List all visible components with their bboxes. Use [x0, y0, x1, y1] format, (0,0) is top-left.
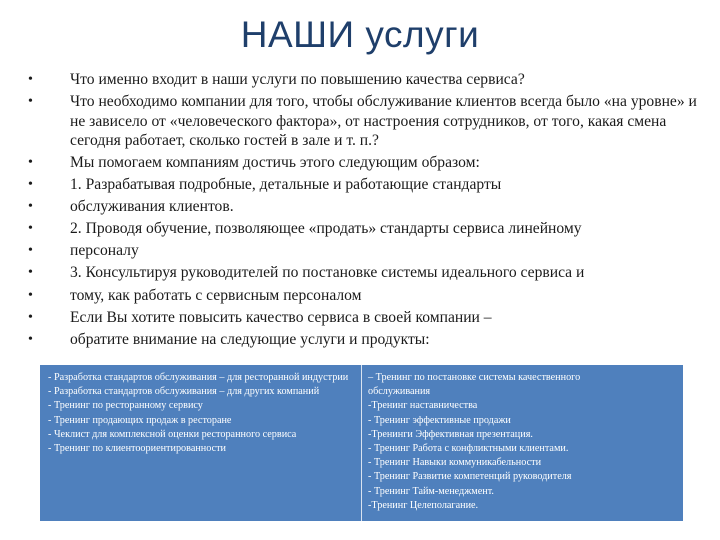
bullet-text: тому, как работать с сервисным персоналом: [70, 286, 362, 304]
service-item: - Тренинг по ресторанному сервису: [48, 400, 203, 412]
bullet-item: [28, 241, 698, 260]
training-item: -Тренинг наставничества: [368, 400, 478, 412]
bullet-item: [28, 197, 698, 216]
bullet-icon: •: [28, 94, 33, 110]
training-item: -Тренинги Эффективная презентация.: [368, 428, 533, 440]
bullet-item: [28, 92, 698, 150]
training-item: - Тренинг Навыки коммуникабельности: [368, 457, 542, 469]
services-panel-left: [40, 365, 362, 521]
bullet-text: 2. Проводя обучение, позволяющее «продать» стандарты сервиса линейному: [70, 220, 582, 238]
service-item: - Чеклист для комплексной оценки ресторанного сервиса: [48, 428, 297, 440]
service-item: - Тренинг по клиентоориентированности: [48, 443, 227, 455]
training-item: -Тренинг Целеполагание.: [368, 499, 479, 511]
training-item: обслуживания: [368, 386, 431, 398]
training-item: - Тренинг Развитие компетенций руководителя: [368, 471, 572, 483]
bullet-icon: •: [28, 72, 33, 87]
training-item: - Тренинг Работа с конфликтными клиентами.: [368, 443, 569, 455]
bullet-icon: •: [28, 221, 33, 237]
bullet-text: Что именно входит в наши услуги по повышению качества сервиса?: [70, 71, 525, 88]
bullet-icon: •: [28, 287, 33, 303]
bullet-item: [28, 330, 698, 349]
bullet-icon: •: [28, 331, 33, 347]
service-item: - Тренинг продающих продаж в ресторане: [48, 414, 232, 426]
services-panel-right: [362, 365, 683, 521]
bullet-icon: •: [28, 243, 33, 259]
bullet-icon: •: [28, 177, 33, 193]
bullet-text: Если Вы хотите повысить качество сервиса в своей компании –: [70, 308, 492, 326]
bullet-item: [28, 263, 698, 282]
bullet-icon: •: [28, 199, 33, 215]
training-item: – Тренинг по постановке системы качественного: [368, 372, 581, 383]
page-title: НАШИ услуги: [240, 14, 480, 55]
bullet-text: обратите внимание на следующие услуги и продукты:: [70, 330, 430, 348]
bullet-list: [28, 70, 698, 352]
bullet-item: [28, 219, 698, 238]
training-item: - Тренинг эффективные продажи: [368, 414, 511, 426]
bullet-text: обслуживания клиентов.: [70, 198, 234, 216]
services-table: [40, 365, 683, 521]
training-item: - Тренинг Тайм-менеджмент.: [368, 485, 494, 497]
bullet-icon: •: [28, 309, 33, 325]
bullet-icon: •: [28, 155, 33, 170]
bullet-item: [28, 175, 698, 194]
service-item: - Разработка стандартов обслуживания – для ресторанной индустрии: [48, 372, 349, 383]
bullet-item: [28, 70, 698, 89]
bullet-item: [28, 286, 698, 305]
bullet-text: Что необходимо компании для того, чтобы обслуживание клиентов всегда было «на уровне» и не зависело от «человеческого фактора», от настроения сотрудников, от того, какая смена сегодня работает, сколько гостей в зале и т. п.?: [70, 93, 697, 149]
bullet-text: Мы помогаем компаниям достичь этого следующим образом:: [70, 154, 480, 171]
bullet-text: 1. Разрабатывая подробные, детальные и работающие стандарты: [70, 176, 502, 194]
bullet-text: 3. Консультируя руководителей по постановке системы идеального сервиса и: [70, 264, 585, 282]
bullet-text: персоналу: [70, 242, 139, 260]
bullet-icon: •: [28, 265, 33, 281]
bullet-item: [28, 308, 698, 327]
service-item: - Разработка стандартов обслуживания – для других компаний: [48, 386, 320, 398]
bullet-item: [28, 153, 698, 172]
